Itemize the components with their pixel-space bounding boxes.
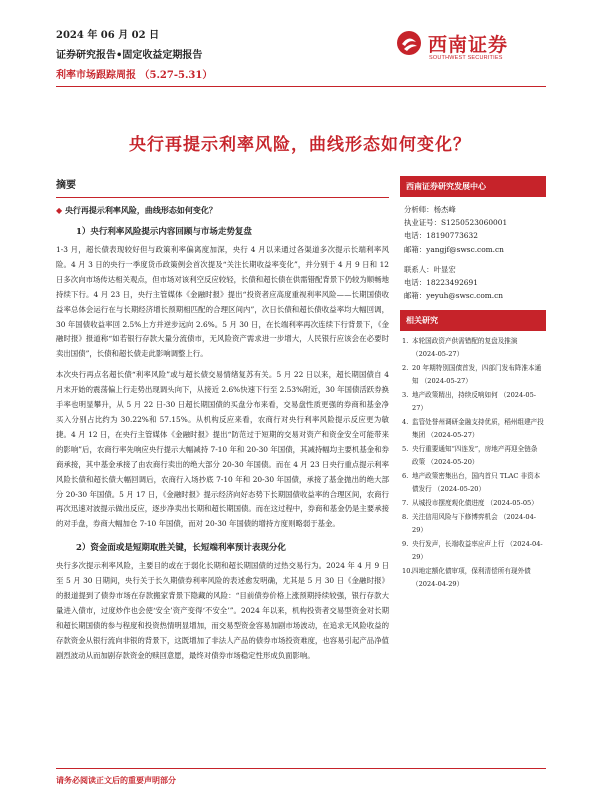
paragraph-2: 本次央行再点名超长债“利率风险”或与超长债交易情绪复苏有关。5 月 22 日以来，超长期国债自 4 月末开始的震荡偏上行走势出现调头向下，从接近 2.6%快速下行至 2.53%附近，30 年国债活跃券换手率也明显攀升，从 5 月 22 日-30 日超长期国债的买盘分布来看，交易盘性质更强的券商和基金净买入分别占比约为 30.22%和 57.15%。从机构反应来看，农商行对央行利率风险提示反应更为敏捷。4 月 12 日，在央行主管媒体《金融时报》提出“防范过于短期的交易对资产和资金安全可能带来的影响”后，农商行率先响应央行提示大幅减持 7-10 年和 20-30 年国债，其减持幅均主要机基金和券商承接，其中基金承接了由农商行卖出的绝大部分 20-30 年国债。而在 4 月 23 日央行重点提示利率风险长债和超长债大幅回调后，农商行入场抄底 7-10 年和 20-30 年国债，承接了基金抛出的绝大部分 20-30 年国债。5 月 17 日，《金融时报》提示经济向好态势下长期国债收益率的合理区间，农商行再次迅速对波提示做出反应，逐步净卖出长期和超长期国债。而在这过程中，券商和基金仍是主要承接的对手盘，券商大幅加仓 7-10 年国债，而对 20-30 年国债的增持方度则略弱于基金。 [56,370,389,529]
header-divider [56,86,546,87]
footer-divider [56,768,546,769]
paragraph-1: 1-3 月，超长债表现较好但与政策利率偏离度加深，央行 4 月以来通过各渠道多次提示长端利率风险。4 月 3 日的央行一季度货币政策例会首次提及“关注长期收益率变化”，并分别于 4 月 9 日和 12 日多次向市场传达相关观点，但市场对该利空反应较轻，长债和超长债在供需错配背景下仍较为顺畅地持续下行。4 月 23 日，央行主管媒体《金融时报》提出“投资者应高度重视利率风险——长期国债收益率总体会运行在与长期经济增长预期相匹配的合理区间内”，次日长债和超长债收益率均大幅回调，30 年国债收益率回 2.5%上方并逆步远向 2.6%。5 月 30 日，在长端利率再次连续下行背景下，《金融时报》报道称“如若银行存款大量分流债市，无风险资产需求进一步增大，人民银行应该会在必要时卖出国债”，长债和超长债走此影响调整上行。 [56,245,389,359]
related-item[interactable]: 10. 四地定额化债审项，保利清偿所有现外债 （2024-04-29） [402,567,531,589]
abstract-column [56,176,389,664]
contact-email[interactable]: 邮箱：yeyuh@swsc.com.cn [404,291,504,301]
related-item[interactable]: 6. 地产政策密集出台，国内首只 TLAC 非资本债发行 （2024-05-20） [402,472,541,494]
footer-disclaimer: 请务必阅读正文后的重要声明部分 [56,775,176,785]
related-item[interactable]: 9. 央行发声，长端收益率应声上行 （2024-04-29） [402,540,543,562]
analyst-phone: 电话：18190773632 [404,231,478,241]
related-heading: 相关研究 [400,310,546,331]
related-item[interactable]: 4. 监管处誉州调研金融支持优质，稻州组建产投集团 （2024-05-27） [402,418,544,440]
abstract-divider [56,197,389,198]
abstract-heading: 摘要 [56,180,76,191]
analyst-license: 执业证号：S1250523060001 [404,218,508,228]
analyst-email[interactable]: 邮箱：yangjf@swsc.com.cn [404,244,504,254]
contact-phone: 电话：18223492691 [404,278,478,288]
report-type: 证券研究报告•固定收益定期报告 [56,50,203,61]
section-heading-1: 1）央行利率风险提示内容回顾与市场走势复盘 [76,227,252,237]
related-item[interactable]: 5. 央行重要通知“四连发”，房地产再迎全链条政策 （2024-05-20） [402,445,538,467]
report-title: 央行再提示利率风险，曲线形态如何变化？ [129,135,471,155]
report-series: 利率市场跟踪周报 （5.27-5.31） [56,70,213,81]
analyst-name: 分析师：杨杰峰 [404,205,456,214]
report-date: 2024 年 06 月 02 日 [56,30,160,41]
section-heading-2: 2）资金面或是短期取胜关键，长短端利率预计表现分化 [76,543,286,554]
abstract-bullet: ◆ 央行再提示利率风险，曲线形态如何变化？ [56,205,389,216]
related-item[interactable]: 3. 地产政策精出，持续反响如何 （2024-05-27） [402,391,537,413]
related-item[interactable]: 1. 本轮国政资产供需错配的复盘及推演 （2024-05-27） [402,337,518,359]
related-list [400,331,546,591]
related-item[interactable]: 8. 关注信用风险与下修博弈机会 （2024-04-29） [402,513,537,535]
analyst-contacts [400,197,546,302]
company-logo [396,28,546,68]
logo-name-cn: 西南证券 [428,34,509,56]
report-header [56,26,546,86]
paragraph-3: 央行多次提示利率风险，主要目的或在于弱化长期和超长期国债的过热交易行为。2024 年 4 月 9 日至 5 月 30 日期间，央行关于长久期债券利率风险的表述愈发明确，尤其是 5 月 30 日《金融时报》的报道提到了债券市场在存款搬家背景下隐藏的风险：“目前债券价格上涨预期持续较强，银行存款大量进入债市，过度炒作也会使‘安全’资产变得‘不安全’”。2024 年以来，机构投资者交易型资金对长期和超长期国债的参与程度和投资热情明显增加，而交易型资金容易加剧市场波动，在追求无风险收益的存款资金从银行流向非银的背景下，这既增加了非法人产品的债券市场投资难度，也容易引起产品净值剧烈波动从而加剧存款资金的赎回意愿，最终对债券市场稳定性形成负面影响。 [56,561,389,660]
logo-name-en: SOUTHWEST SECURITIES [429,55,503,61]
related-item[interactable]: 2. 20 年期特别国债首发，四部门发布降准本通知 （2024-05-27） [402,364,542,386]
logo-mark-icon [396,30,422,56]
sidebar [400,176,546,592]
related-item[interactable]: 7. 从城投市摆度观化债进度 （2024-05-05） [402,499,538,508]
team-heading: 西南证券研究发展中心 [400,176,546,197]
contact-name: 联系人：叶显宏 [404,264,456,274]
